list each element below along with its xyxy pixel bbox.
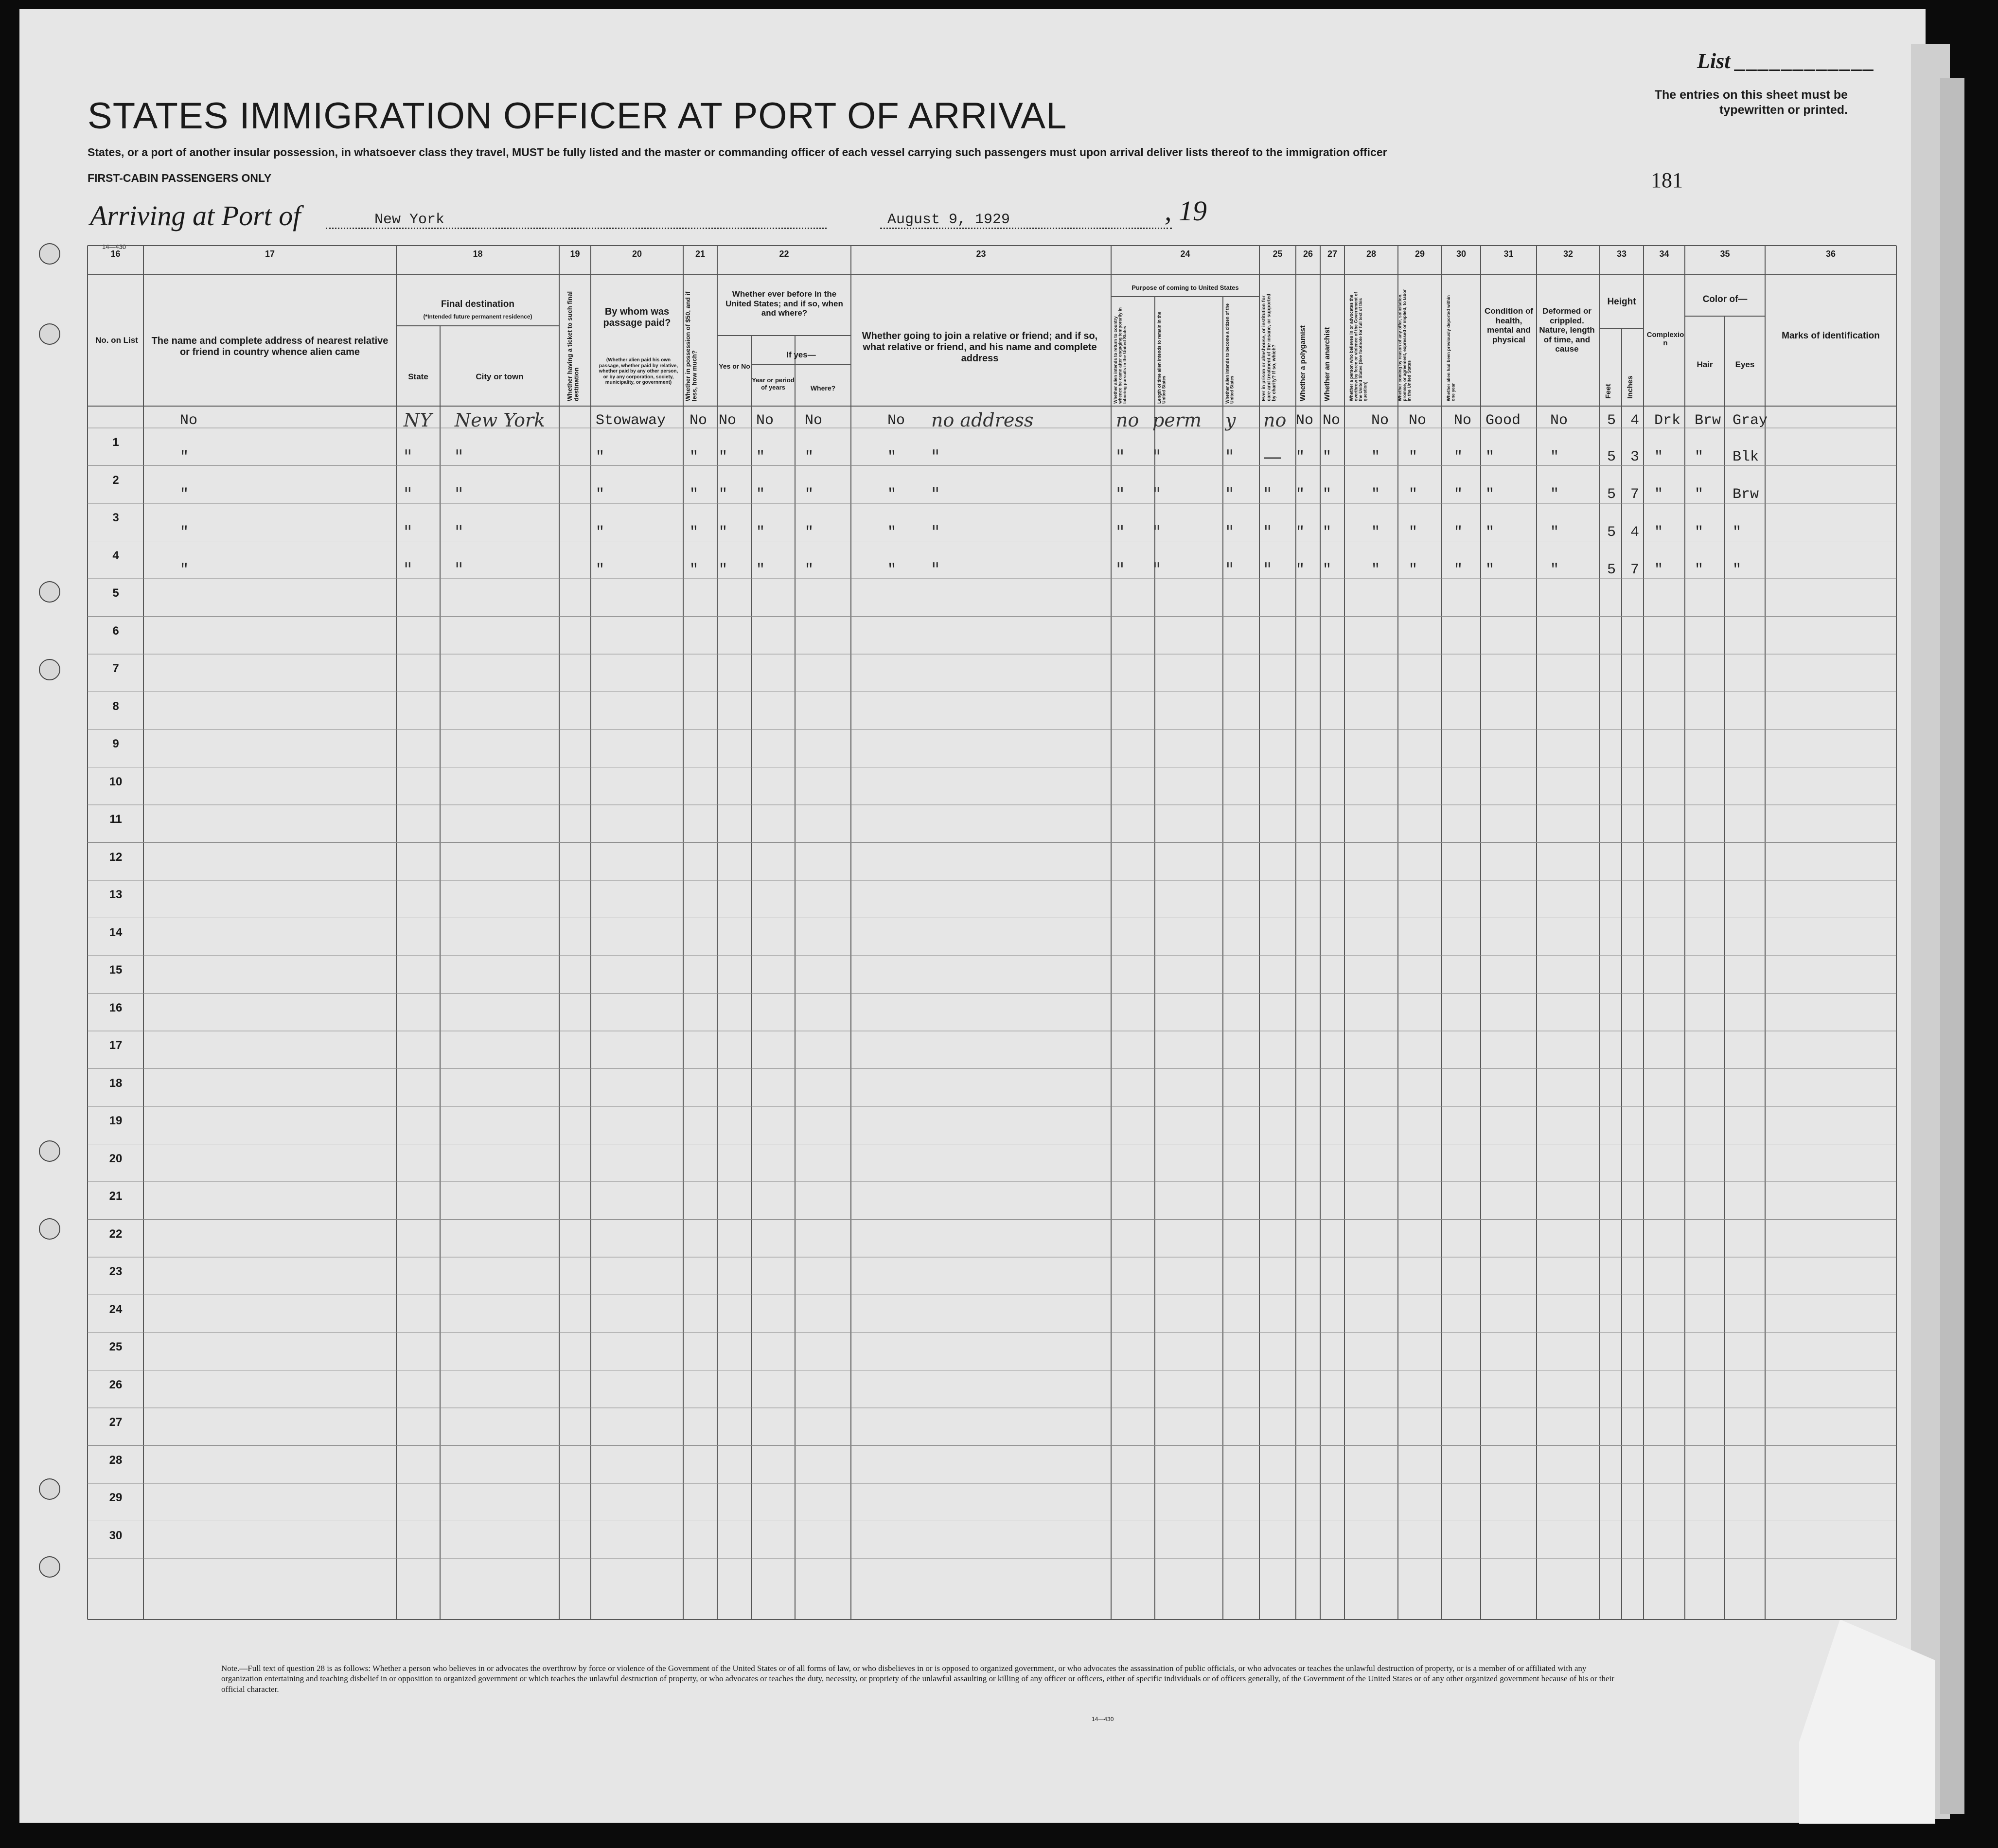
cell-join: " — [887, 448, 897, 465]
header-final-destination: Final destination — [441, 299, 514, 309]
cell-state: " — [404, 559, 412, 580]
header-state: State — [408, 372, 428, 381]
cell-p1: " — [1116, 483, 1125, 505]
arriving-label: Arriving at Port of — [90, 200, 301, 231]
header-inches: Inches — [1626, 375, 1634, 399]
header-polygamist: Whether a polygamist — [1299, 325, 1307, 401]
cell-health: " — [1485, 486, 1495, 503]
row-number: 24 — [109, 1302, 123, 1316]
column-number: 30 — [1456, 249, 1467, 259]
row-number: 28 — [109, 1453, 123, 1467]
cell-c30: No — [1454, 412, 1472, 429]
cell-paid: " — [596, 486, 605, 503]
header-q30: Whether alien had been previously deported within one year — [1446, 295, 1456, 401]
header-before-us: Whether ever before in the United States; and if so, when and where? — [725, 289, 843, 318]
cell-yesno: " — [719, 448, 728, 465]
header-purpose-length: Length of time alien intends to remain in the United States — [1157, 311, 1167, 404]
cell-relative: " — [180, 448, 189, 465]
cell-hair: " — [1695, 448, 1704, 465]
cell-c27: " — [1323, 524, 1332, 541]
cell-inches: 4 — [1630, 412, 1640, 429]
cell-p2: " — [1152, 483, 1161, 505]
cell-c27: " — [1323, 486, 1332, 503]
cell-relative: " — [180, 486, 189, 503]
cell-eyes: Gray — [1733, 412, 1768, 429]
cell-paid: " — [596, 562, 605, 578]
cell-complexion: " — [1654, 448, 1663, 465]
column-number: 16 — [110, 249, 121, 259]
column-number: 22 — [779, 249, 789, 259]
port-value: New York — [374, 212, 445, 228]
cell-deformed: " — [1550, 524, 1559, 541]
row-number: 25 — [109, 1340, 123, 1353]
row-number: 11 — [109, 813, 122, 826]
cell-c25: " — [1263, 521, 1272, 543]
header-health: Condition of health, mental and physical — [1484, 306, 1534, 344]
cell-inches: 3 — [1630, 448, 1640, 465]
cell-c30: " — [1454, 562, 1463, 578]
header-q28: Whether a person who believes in or advocates the overthrow by force or violence of the Government of the United States (See footnote for full text of this question) — [1349, 292, 1368, 401]
cell-yesno: " — [719, 486, 728, 503]
cell-inches: 7 — [1630, 486, 1640, 503]
cell-join-addr: " — [931, 559, 940, 580]
row-number: 26 — [109, 1378, 123, 1391]
cell-complexion: Drk — [1654, 412, 1681, 429]
row-number: 15 — [109, 963, 123, 977]
column-number: 17 — [265, 249, 275, 259]
cell-feet: 5 — [1607, 448, 1616, 465]
cell-hair: " — [1695, 486, 1704, 503]
cell-year: " — [756, 562, 765, 578]
cell-p2: perm — [1152, 409, 1202, 431]
header-prison: Ever in prison or almshouse, or institution for care and treatment of the insane, or supported by charity? If so, which? — [1261, 293, 1277, 401]
column-number: 24 — [1180, 249, 1190, 259]
column-number: 20 — [632, 249, 642, 259]
cell-money: " — [690, 524, 699, 541]
header-nearest-relative: The name and complete address of nearest relative or friend in country whence alien came — [151, 336, 389, 357]
cell-complexion: " — [1654, 486, 1663, 503]
cell-c29: " — [1409, 562, 1418, 578]
cell-where: " — [805, 524, 814, 541]
cell-paid: " — [596, 448, 605, 465]
cell-where: " — [805, 448, 814, 465]
header-year: Year or period of years — [752, 376, 795, 391]
cell-hair: Brw — [1695, 412, 1721, 429]
header-join-relative: Whether going to join a relative or friend; and if so, what relative or friend, and his name and complete address — [862, 331, 1098, 364]
column-number: 35 — [1720, 249, 1730, 259]
row-number: 21 — [109, 1190, 123, 1203]
cell-deformed: " — [1550, 448, 1559, 465]
header-purpose: Purpose of coming to United States — [1132, 284, 1239, 291]
cell-money: " — [690, 562, 699, 578]
cell-p1: " — [1116, 521, 1125, 543]
row-number: 16 — [109, 1001, 123, 1014]
cell-city: New York — [455, 409, 546, 431]
header-final-destination-note: (*Intended future permanent residence) — [423, 313, 532, 320]
cell-state: " — [404, 483, 412, 505]
row-number: 5 — [112, 586, 119, 600]
row-number: 6 — [112, 624, 119, 638]
header-by-whom: By whom was passage paid? — [603, 306, 671, 328]
cell-c26: No — [1296, 412, 1314, 429]
cell-year: " — [756, 448, 765, 465]
cell-yesno: " — [719, 524, 728, 541]
column-number: 28 — [1366, 249, 1377, 259]
typewritten-instructions: The entries on this sheet must be typewritten or printed. — [1654, 88, 1848, 117]
row-number: 13 — [109, 888, 123, 901]
cell-complexion: " — [1654, 562, 1663, 578]
cell-c25: " — [1263, 483, 1272, 505]
cell-c26: " — [1296, 448, 1305, 465]
cell-feet: 5 — [1607, 524, 1616, 541]
header-eyes: Eyes — [1735, 360, 1755, 369]
cell-p2: " — [1152, 559, 1161, 580]
row-number: 22 — [109, 1227, 123, 1241]
header-if-yes: If yes— — [786, 350, 816, 359]
cell-feet: 5 — [1607, 486, 1616, 503]
row-number: 29 — [109, 1491, 123, 1504]
cell-city: " — [455, 483, 463, 505]
header-deformed: Deformed or crippled. Nature, length of time, and cause — [1539, 306, 1595, 354]
cell-join: No — [887, 412, 905, 429]
cell-deformed: No — [1550, 412, 1568, 429]
cell-inches: 7 — [1630, 562, 1640, 578]
cell-c27: No — [1323, 412, 1341, 429]
cell-join: " — [887, 562, 897, 578]
cell-where: " — [805, 562, 814, 578]
column-number: 18 — [473, 249, 483, 259]
cell-p3: " — [1225, 483, 1234, 505]
row-number: 9 — [112, 737, 119, 750]
column-number: 27 — [1327, 249, 1338, 259]
cell-complexion: " — [1654, 524, 1663, 541]
row-number: 19 — [109, 1114, 123, 1127]
cell-p3: " — [1225, 559, 1234, 580]
page-number: 181 — [1651, 168, 1683, 192]
column-number: 19 — [570, 249, 580, 259]
row-number: 27 — [109, 1416, 123, 1429]
cell-deformed: " — [1550, 562, 1559, 578]
list-label: List ____________ — [1697, 49, 1876, 73]
header-feet: Feet — [1604, 384, 1612, 399]
cell-c25: — — [1263, 445, 1282, 467]
cell-yesno: No — [719, 412, 737, 429]
cell-paid: Stowaway — [596, 412, 666, 429]
cell-c27: " — [1323, 448, 1332, 465]
cell-c25: " — [1263, 559, 1272, 580]
cell-year: " — [756, 524, 765, 541]
cell-join-addr: no address — [931, 409, 1034, 431]
cell-relative: " — [180, 524, 189, 541]
cell-eyes: Brw — [1733, 486, 1759, 503]
cell-hair: " — [1695, 524, 1704, 541]
arrival-date: August 9, 1929 — [887, 212, 1010, 228]
header-ticket: Whether having a ticket to such final destination — [566, 291, 580, 401]
form-code: 14—430 — [102, 243, 126, 250]
cell-health: Good — [1485, 412, 1521, 429]
subtitle: States, or a port of another insular possession, in whatsoever class they travel, MUST be fully listed and the master or commanding officer of each vessel carrying such passengers must upon arrival deliver lists thereof to the immigration officer — [88, 146, 1387, 159]
column-number: 32 — [1563, 249, 1574, 259]
row-number: 17 — [109, 1039, 123, 1052]
cell-year: " — [756, 486, 765, 503]
column-number: 25 — [1273, 249, 1283, 259]
cell-health: " — [1485, 562, 1495, 578]
cell-yesno: " — [719, 562, 728, 578]
row-number: 7 — [112, 662, 119, 675]
cell-c28: " — [1371, 524, 1380, 541]
row-number: 8 — [112, 699, 119, 713]
column-number: 21 — [695, 249, 706, 259]
row-number: 10 — [109, 775, 123, 788]
column-number: 34 — [1659, 249, 1669, 259]
cell-state: " — [404, 445, 412, 467]
row-number: 2 — [112, 473, 119, 487]
cell-city: " — [455, 521, 463, 543]
row-number: 30 — [109, 1528, 123, 1542]
cell-c28: " — [1371, 448, 1380, 465]
header-yes-no: Yes or No — [719, 362, 750, 370]
cell-c26: " — [1296, 562, 1305, 578]
cell-money: " — [690, 486, 699, 503]
cell-join-addr: " — [931, 483, 940, 505]
row-number: 1 — [112, 436, 119, 449]
cell-p3: y — [1225, 409, 1236, 431]
cell-p1: " — [1116, 559, 1125, 580]
cell-health: " — [1485, 448, 1495, 465]
cell-where: No — [805, 412, 823, 429]
cell-c29: " — [1409, 524, 1418, 541]
header-complexion: Complexion — [1646, 331, 1684, 348]
cell-c30: " — [1454, 448, 1463, 465]
row-number: 20 — [109, 1152, 123, 1165]
cell-join: " — [887, 524, 897, 541]
cell-relative: " — [180, 562, 189, 578]
cell-c29: " — [1409, 448, 1418, 465]
cell-deformed: " — [1550, 486, 1559, 503]
header-money: Whether in possession of $50, and if less, how much? — [684, 291, 698, 401]
cell-eyes: " — [1733, 562, 1742, 578]
cell-join-addr: " — [931, 521, 940, 543]
footnote: Note.—Full text of question 28 is as follows: Whether a person who believes in or advocates the overthrow by force or violence of the Government of the United States or of all forms of law, or who disbelieves in or is opposed to organized government, or who advocates the assassination of public officials, or who advocates or teaches the unlawful destruction of property, or is a member of or affiliated with any organization entertaining and teaching disbelief in or opposition to organized government or which teaches the unlawful destruction of property, or who advocates or teaches the duty, necessity, or propriety of the unlawful assaulting or killing of any officer or officers, either of specific individuals or of officers generally, of the Government of the United States or of any other organized government because of his or their official character. — [221, 1664, 1614, 1694]
column-number: 33 — [1616, 249, 1627, 259]
row-number: 4 — [112, 549, 119, 562]
cell-join: " — [887, 486, 897, 503]
header-purpose-return: Whether alien intends to return to country whence he came after engaging temporarily in laboring pursuits in the United States — [1113, 307, 1127, 404]
cell-eyes: Blk — [1733, 448, 1759, 465]
column-number: 29 — [1415, 249, 1425, 259]
row-number: 18 — [109, 1076, 123, 1090]
cell-relative: No — [180, 412, 198, 429]
cell-state: NY — [404, 409, 432, 431]
row-number: 12 — [109, 850, 123, 864]
cell-c28: " — [1371, 486, 1380, 503]
cell-money: " — [690, 448, 699, 465]
header-q29: Whether coming by reason of any offer, solicitation, promise, or agreement, expressed or implied, to labor in the United States — [1397, 289, 1412, 401]
cell-c26: " — [1296, 524, 1305, 541]
cell-p2: " — [1152, 521, 1161, 543]
column-number: 36 — [1825, 249, 1836, 259]
cell-inches: 4 — [1630, 524, 1640, 541]
cell-join-addr: " — [931, 445, 940, 467]
header-color-of: Color of— — [1702, 294, 1748, 304]
cell-hair: " — [1695, 562, 1704, 578]
cell-p2: " — [1152, 445, 1161, 467]
cell-p3: " — [1225, 521, 1234, 543]
header-by-whom-note: (Whether alien paid his own passage, whether paid by relative, whether paid by any other person, or by any corporation, society, municipality, or government) — [599, 357, 678, 385]
year-prefix: , 19 — [1165, 195, 1207, 227]
cell-paid: " — [596, 524, 605, 541]
column-number: 23 — [976, 249, 986, 259]
page-title: STATES IMMIGRATION OFFICER AT PORT OF ARRIVAL — [88, 95, 1067, 137]
column-number: 26 — [1303, 249, 1313, 259]
cell-c29: No — [1409, 412, 1427, 429]
header-city: City or town — [476, 372, 524, 381]
header-no-on-list: No. on List — [95, 336, 138, 345]
first-cabin-label: FIRST-CABIN PASSENGERS ONLY — [88, 172, 272, 184]
header-where: Where? — [810, 384, 836, 392]
cell-c28: No — [1371, 412, 1389, 429]
cell-p1: no — [1116, 409, 1139, 431]
cell-year: No — [756, 412, 774, 429]
cell-c30: " — [1454, 524, 1463, 541]
cell-c28: " — [1371, 562, 1380, 578]
cell-eyes: " — [1733, 524, 1742, 541]
cell-c27: " — [1323, 562, 1332, 578]
header-hair: Hair — [1697, 360, 1713, 369]
cell-city: " — [455, 445, 463, 467]
cell-feet: 5 — [1607, 562, 1616, 578]
cell-c29: " — [1409, 486, 1418, 503]
header-anarchist: Whether an anarchist — [1323, 327, 1331, 401]
cell-health: " — [1485, 524, 1495, 541]
column-number: 31 — [1503, 249, 1514, 259]
row-number: 3 — [112, 511, 119, 524]
cell-p3: " — [1225, 445, 1234, 467]
cell-state: " — [404, 521, 412, 543]
header-purpose-citizen: Whether alien intends to become a citizen of the United States — [1225, 303, 1235, 404]
cell-city: " — [455, 559, 463, 580]
header-height: Height — [1607, 297, 1636, 307]
row-number: 23 — [109, 1265, 123, 1278]
header-marks: Marks of identification — [1782, 331, 1880, 341]
cell-money: No — [690, 412, 707, 429]
cell-c30: " — [1454, 486, 1463, 503]
cell-where: " — [805, 486, 814, 503]
cell-feet: 5 — [1607, 412, 1616, 429]
footer-code: 14—430 — [1092, 1716, 1114, 1723]
cell-p1: " — [1116, 445, 1125, 467]
cell-c26: " — [1296, 486, 1305, 503]
cell-c25: no — [1263, 409, 1287, 431]
row-number: 14 — [109, 925, 123, 939]
